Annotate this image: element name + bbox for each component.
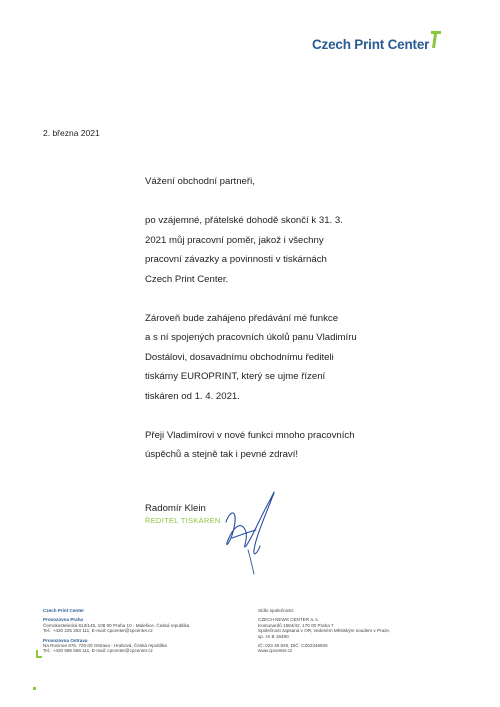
- footer-seat-line-3: Společnost zapsaná v OR, vedeném Městským soudem v Praze,: [258, 628, 391, 634]
- handwritten-signature: [208, 480, 288, 580]
- signatory-name: Radomír Klein: [145, 503, 206, 514]
- greeting: Vážení obchodní partneři,: [145, 176, 255, 187]
- footer-left: [43, 608, 233, 658]
- footer-seat-line-4: sp. zn B 19490: [258, 633, 289, 639]
- letter-body: [145, 172, 445, 484]
- footer-company: Czech Print Center: [43, 608, 85, 613]
- footer-praha-address: Černokostelecká 613/145, 108 00 Praha 10 - Malešice, Česká republika: [43, 622, 190, 628]
- paragraph-1: po vzájemné, přátelské dohodě skončí k 31. 3. 2021 můj pracovní poměr, jakož i všechny pracovní závazky a povinnosti v tiskárnách Czech Print Center.: [145, 215, 343, 285]
- logo-text: Czech Print Center: [312, 37, 430, 52]
- letter-date: 2. března 2021: [43, 128, 100, 138]
- footer-seat-line-2: Komunardů 1584/42, 170 00 Praha 7: [258, 622, 334, 628]
- footer-praha-label: Provozovna Praha: [43, 617, 84, 623]
- logo-mark-icon: [430, 29, 442, 49]
- footer-web: www.cpcenter.cz: [258, 648, 293, 654]
- footer-ostrava-label: Provozovna Ostrava: [43, 637, 88, 643]
- footer-praha-contact: Tel.: +420 225 283 111, E-mail: cpcenter@cpcenter.cz: [43, 628, 153, 634]
- paragraph-2: Zároveň bude zahájeno předávání mé funkce a s ní spojených pracovních úkolů panu Vladimíru Dostálovi, dosavadnímu obchodnímu řediteli tiskárny EUROPRINT, který se ujme řízení tiskáren od 1. 4. 2021.: [145, 312, 357, 402]
- footer-ostrava-address: Na Rovinoe 876, 720 00 Ostrava - Hrabová, Česká republika: [43, 643, 167, 649]
- footer-ostrava-contact: Tel.: +420 596 668 111, E-mail: cpcenter@cpcenter.cz: [43, 648, 153, 654]
- paragraph-3: Přeji Vladimírovi v nové funkci mnoho pracovních úspěchů a stejně tak i pevné zdraví!: [145, 429, 355, 460]
- footer-ids: IČ: 023 46 826, DIČ: CZ02346826: [258, 643, 328, 649]
- corner-dot: [33, 687, 36, 690]
- company-logo: [312, 29, 442, 53]
- footer-seat-line-1: CZECH NEWS CENTER a. s.: [258, 617, 319, 623]
- signatory-title: ŘEDITEL TISKÁREN: [145, 516, 221, 525]
- footer-accent-icon: [36, 650, 42, 658]
- footer-right: [258, 608, 438, 658]
- footer-seat-label: Sídlo společnosti:: [258, 608, 295, 613]
